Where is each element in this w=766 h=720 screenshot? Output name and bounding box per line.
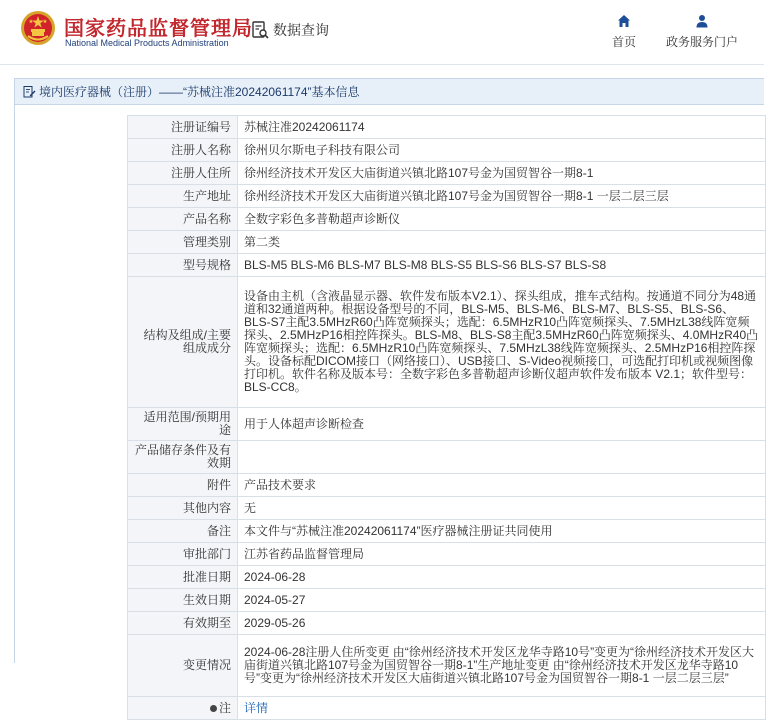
header-divider [0, 64, 764, 65]
table-row [128, 254, 766, 277]
table-row [128, 162, 766, 185]
field-value: 全数字彩色多普勒超声诊断仪 [238, 208, 766, 231]
table-row [128, 139, 766, 162]
table-row [128, 208, 766, 231]
breadcrumb: 境内医疗器械（注册）——“苏械注准20242061174”基本信息 [39, 85, 360, 99]
field-label: 其他内容 [128, 497, 238, 520]
field-label: 适用范围/预期用途 [128, 408, 238, 441]
field-label: 管理类别 [128, 231, 238, 254]
field-label: 生效日期 [128, 589, 238, 612]
field-value: 用于人体超声诊断检查 [238, 408, 766, 441]
table-row [128, 474, 766, 497]
field-label: 型号规格 [128, 254, 238, 277]
field-label: 附件 [128, 474, 238, 497]
data-query-label: 数据查询 [273, 22, 329, 38]
field-label: 产品储存条件及有效期 [128, 441, 238, 474]
table-row [128, 635, 766, 697]
field-label: 注册人名称 [128, 139, 238, 162]
edit-document-icon [23, 85, 36, 98]
field-label: 注册人住所 [128, 162, 238, 185]
table-row [128, 543, 766, 566]
field-label: 注册证编号 [128, 116, 238, 139]
table-row [128, 116, 766, 139]
detail-panel [14, 78, 764, 715]
field-label: 变更情况 [128, 635, 238, 697]
national-emblem-icon [20, 10, 56, 46]
note-dot-icon [210, 705, 217, 712]
table-row-note [128, 697, 766, 720]
document-search-icon [250, 20, 270, 40]
field-value: 江苏省药品监督管理局 [238, 543, 766, 566]
field-value: 2029-05-26 [238, 612, 766, 635]
field-label: 审批部门 [128, 543, 238, 566]
field-label: 备注 [128, 520, 238, 543]
field-label: 产品名称 [128, 208, 238, 231]
nav-home[interactable] [612, 14, 636, 50]
field-value: 徐州经济技术开发区大庙街道兴镇北路107号金为国贸智谷一期8-1 [238, 162, 766, 185]
table-row [128, 408, 766, 441]
field-value: 设备由主机（含液晶显示器、软件发布版本V2.1）、探头组成，推车式结构。按通道不同分为48通道和32通道两种。根据设备型号的不同，BLS-M5、BLS-M6、BLS-M7、BLS-S5、BLS-S6、BLS-S7主配3.5MHzR60凸阵宽频探头；选配：6.5MHzR10凸阵宽频探头、7.5MHzL38线阵宽频探头、2.5MHzP16相控阵探头。BLS-M8、BLS-S8主配3.5MHzR60凸阵宽频探头、4.0MHzR40凸阵宽频探头；选配：6.5MHzR10凸阵宽频探头、7.5MHzL38线阵宽频探头、2.5MHzP16相控阵探头。设备标配DICOM接口（网络接口）、USB接口、S-Video视频接口，可选配打印机或视频图像打印机。软件名称及版本号：全数字彩色多普勒超声诊断仪超声软件发布版本 V2.1；软件型号：BLS-CC8。 [238, 277, 766, 408]
data-query-link[interactable] [250, 19, 329, 41]
field-label: 生产地址 [128, 185, 238, 208]
field-value: 第二类 [238, 231, 766, 254]
table-row [128, 612, 766, 635]
table-row [128, 497, 766, 520]
field-value: 徐州经济技术开发区大庙街道兴镇北路107号金为国贸智谷一期8-1 一层二层三层 [238, 185, 766, 208]
table-row [128, 520, 766, 543]
nav-gov-portal[interactable] [666, 14, 738, 50]
field-value: 苏械注准20242061174 [238, 116, 766, 139]
field-value: BLS-M5 BLS-M6 BLS-M7 BLS-M8 BLS-S5 BLS-S6 BLS-S7 BLS-S8 [238, 254, 766, 277]
field-label: 批准日期 [128, 566, 238, 589]
field-value: 2024-06-28 [238, 566, 766, 589]
site-title-en: National Medical Products Administration [65, 38, 229, 48]
nav-home-label: 首页 [612, 35, 637, 49]
field-value: 产品技术要求 [238, 474, 766, 497]
panel-header [15, 79, 764, 105]
field-value: 2024-05-27 [238, 589, 766, 612]
info-table [127, 115, 766, 720]
table-row [128, 566, 766, 589]
table-row [128, 231, 766, 254]
field-value: 2024-06-28注册人住所变更 由“徐州经济技术开发区龙华寺路10号”变更为“徐州经济技术开发区大庙街道兴镇北路107号金为国贸智谷一期8-1”生产地址变更 由“徐州经济技术开发区龙华寺路10号”变更为“徐州经济技术开发区大庙街道兴镇北路107号金为国贸智谷一期8-1 一层二层三层” [238, 635, 766, 697]
field-value: 本文件与“苏械注准20242061174”医疗器械注册证共同使用 [238, 520, 766, 543]
note-value-cell [238, 697, 766, 720]
field-label: 有效期至 [128, 612, 238, 635]
site-header [0, 0, 764, 64]
nav-gov-label: 政务服务门户 [666, 35, 739, 49]
note-label: 注 [218, 700, 231, 715]
site-title-cn: 国家药品监督管理局 [64, 18, 253, 40]
field-value [238, 441, 766, 474]
details-link[interactable]: 详情 [244, 700, 269, 715]
field-value: 徐州贝尔斯电子科技有限公司 [238, 139, 766, 162]
field-value: 无 [238, 497, 766, 520]
table-row [128, 441, 766, 474]
user-icon [695, 14, 709, 28]
note-label-cell [128, 697, 238, 720]
table-row [128, 185, 766, 208]
table-row [128, 589, 766, 612]
table-row [128, 277, 766, 408]
home-icon [617, 14, 631, 28]
field-label: 结构及组成/主要组成成分 [128, 277, 238, 408]
